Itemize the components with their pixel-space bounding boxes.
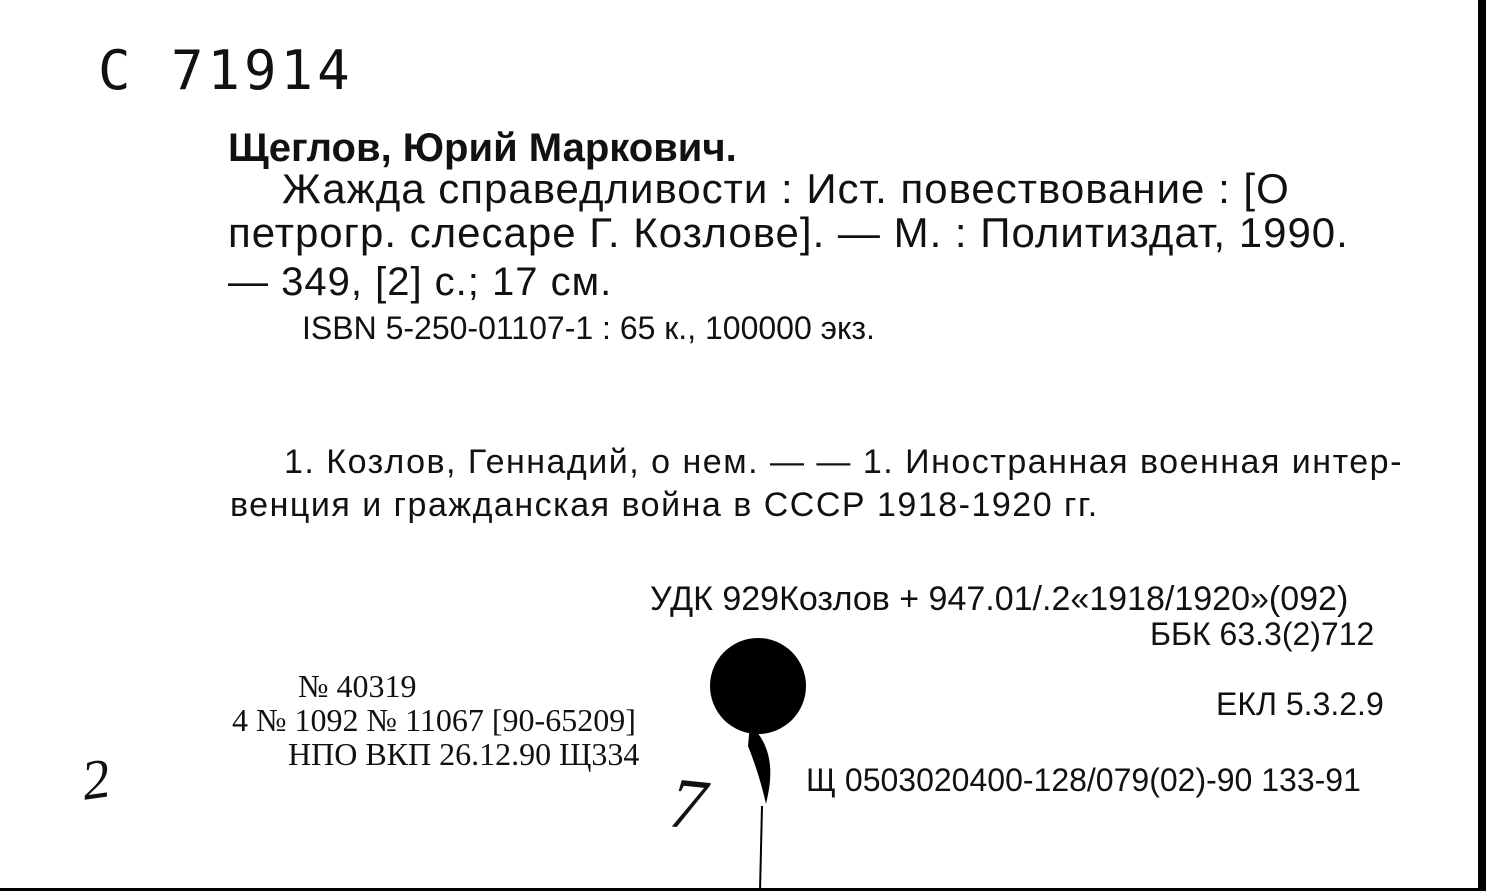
order-line-1: № 40319 xyxy=(298,668,417,704)
tracing-line-1: 1. Козлов, Геннадий, о нем. — — 1. Иностранная военная интер- xyxy=(284,443,1403,481)
ekl-classification: ЕКЛ 5.3.2.9 xyxy=(1216,686,1384,722)
isbn-line: ISBN 5-250-01107-1 : 65 к., 100000 экз. xyxy=(302,310,875,346)
ink-blot-icon xyxy=(710,636,810,891)
author-heading: Щеглов, Юрий Маркович. xyxy=(228,126,737,170)
call-number: С 71914 xyxy=(98,39,354,102)
order-line-2: 4 № 1092 № 11067 [90-65209] xyxy=(232,702,636,738)
tracing-line-2: венция и гражданская война в СССР 1918-1920 гг. xyxy=(230,486,1099,524)
title-line-3: — 349, [2] с.; 17 см. xyxy=(228,260,613,304)
bbk-classification: ББК 63.3(2)712 xyxy=(1150,616,1375,652)
handwritten-number-bottom: 7 xyxy=(665,762,711,846)
shch-code: Щ 0503020400-128/079(02)-90 133-91 xyxy=(806,762,1361,798)
title-line-2: петрогр. слесаре Г. Козлове]. — М. : Политиздат, 1990. xyxy=(228,209,1349,256)
title-line-1: Жажда справедливости : Ист. повествование : [О xyxy=(282,165,1290,212)
udc-classification: УДК 929Козлов + 947.01/.2«1918/1920»(092) xyxy=(650,580,1349,618)
handwritten-number-left: 2 xyxy=(77,747,115,813)
order-line-3: НПО ВКП 26.12.90 Щ334 xyxy=(288,736,640,772)
